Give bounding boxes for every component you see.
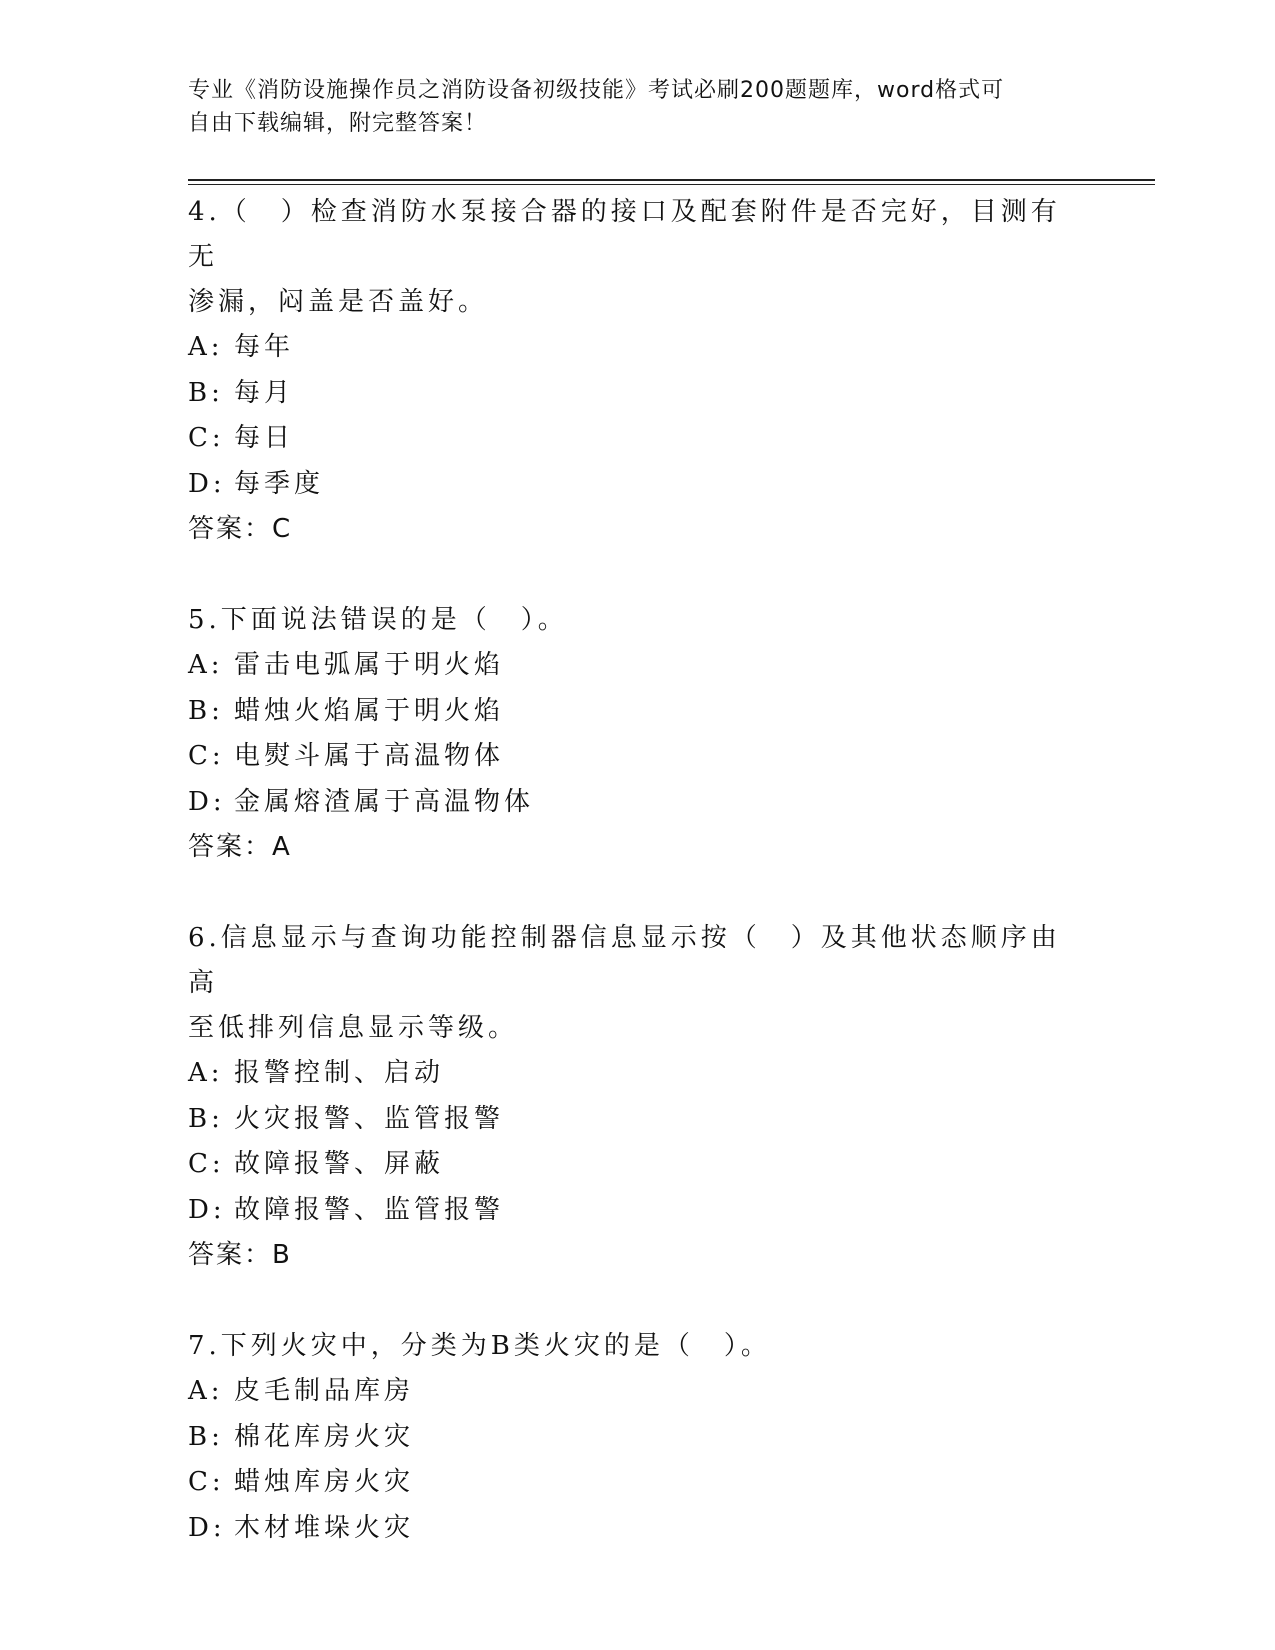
option-c	[188, 1460, 1068, 1506]
question-stem-line-1: 5.下面说法错误的是（ ）。	[188, 605, 568, 635]
option-letter: A:	[188, 1376, 224, 1406]
option-b	[188, 1097, 1068, 1143]
option-a	[188, 643, 1068, 689]
option-text: 雷击电弧属于明火焰	[234, 650, 505, 680]
option-letter: A:	[188, 650, 224, 680]
option-d	[188, 462, 1068, 508]
option-text: 每季度	[234, 468, 325, 499]
option-text: 报警控制、启动	[234, 1058, 445, 1088]
option-letter: C:	[188, 1149, 225, 1179]
option-text: 每日	[234, 423, 295, 453]
header-divider-thin	[188, 184, 1155, 185]
option-c	[188, 1142, 1068, 1188]
option-a	[188, 325, 1068, 371]
option-letter: B:	[188, 1103, 224, 1134]
option-text: 木材堆垛火灾	[234, 1512, 415, 1543]
option-d	[188, 1506, 1068, 1552]
option-letter: A:	[188, 1058, 224, 1088]
option-letter: B:	[188, 377, 224, 408]
header-line-2: 自由下载编辑，附完整答案！	[188, 111, 488, 136]
question-7	[188, 1324, 1068, 1551]
option-c	[188, 416, 1068, 462]
answer: 答案：C	[188, 514, 293, 544]
option-text: 蜡烛火焰属于明火焰	[234, 695, 505, 726]
question-list	[188, 190, 1068, 1551]
question-stem-line-1: 7.下列火灾中，分类为B类火灾的是（ ）。	[188, 1331, 771, 1361]
header-divider-thick	[188, 179, 1155, 181]
question-spacer	[188, 870, 1068, 916]
question-spacer	[188, 1278, 1068, 1324]
question-6	[188, 916, 1068, 1278]
option-letter: B:	[188, 1421, 224, 1452]
option-text: 蜡烛库房火灾	[234, 1467, 415, 1497]
question-stem-line-1: 4.（ ）检查消防水泵接合器的接口及配套附件是否完好，目测有无	[188, 197, 1061, 272]
option-b	[188, 689, 1068, 735]
option-text: 每年	[234, 332, 295, 362]
option-letter: B:	[188, 695, 224, 726]
option-text: 火灾报警、监管报警	[234, 1103, 505, 1134]
question-5	[188, 598, 1068, 870]
answer: 答案：A	[188, 832, 292, 862]
option-text: 每月	[234, 377, 295, 408]
option-letter: D:	[188, 786, 226, 817]
question-stem-line-2: 至低排列信息显示等级。	[188, 1013, 519, 1043]
option-letter: C:	[188, 1467, 225, 1497]
document-header	[188, 74, 1068, 140]
option-d	[188, 780, 1068, 826]
option-letter: D:	[188, 468, 226, 499]
question-stem-line-1: 6.信息显示与查询功能控制器信息显示按（ ）及其他状态顺序由高	[188, 923, 1061, 998]
option-d	[188, 1188, 1068, 1234]
option-b	[188, 1415, 1068, 1461]
option-letter: D:	[188, 1194, 226, 1225]
question-4	[188, 190, 1068, 552]
option-text: 金属熔渣属于高温物体	[234, 786, 535, 817]
option-letter: A:	[188, 332, 224, 362]
option-letter: D:	[188, 1512, 226, 1543]
option-b	[188, 371, 1068, 417]
option-text: 电熨斗属于高温物体	[234, 741, 505, 771]
option-text: 棉花库房火灾	[234, 1421, 415, 1452]
option-a	[188, 1369, 1068, 1415]
option-c	[188, 734, 1068, 780]
option-text: 故障报警、监管报警	[234, 1194, 505, 1225]
question-spacer	[188, 552, 1068, 598]
option-text: 故障报警、屏蔽	[234, 1149, 445, 1179]
option-letter: C:	[188, 423, 225, 453]
question-stem-line-2: 渗漏，闷盖是否盖好。	[188, 287, 489, 317]
option-letter: C:	[188, 741, 225, 771]
header-line-1: 专业《消防设施操作员之消防设备初级技能》考试必刷200题题库，word格式可	[188, 78, 1005, 103]
option-a	[188, 1051, 1068, 1097]
answer: 答案：B	[188, 1240, 292, 1270]
option-text: 皮毛制品库房	[234, 1376, 415, 1406]
